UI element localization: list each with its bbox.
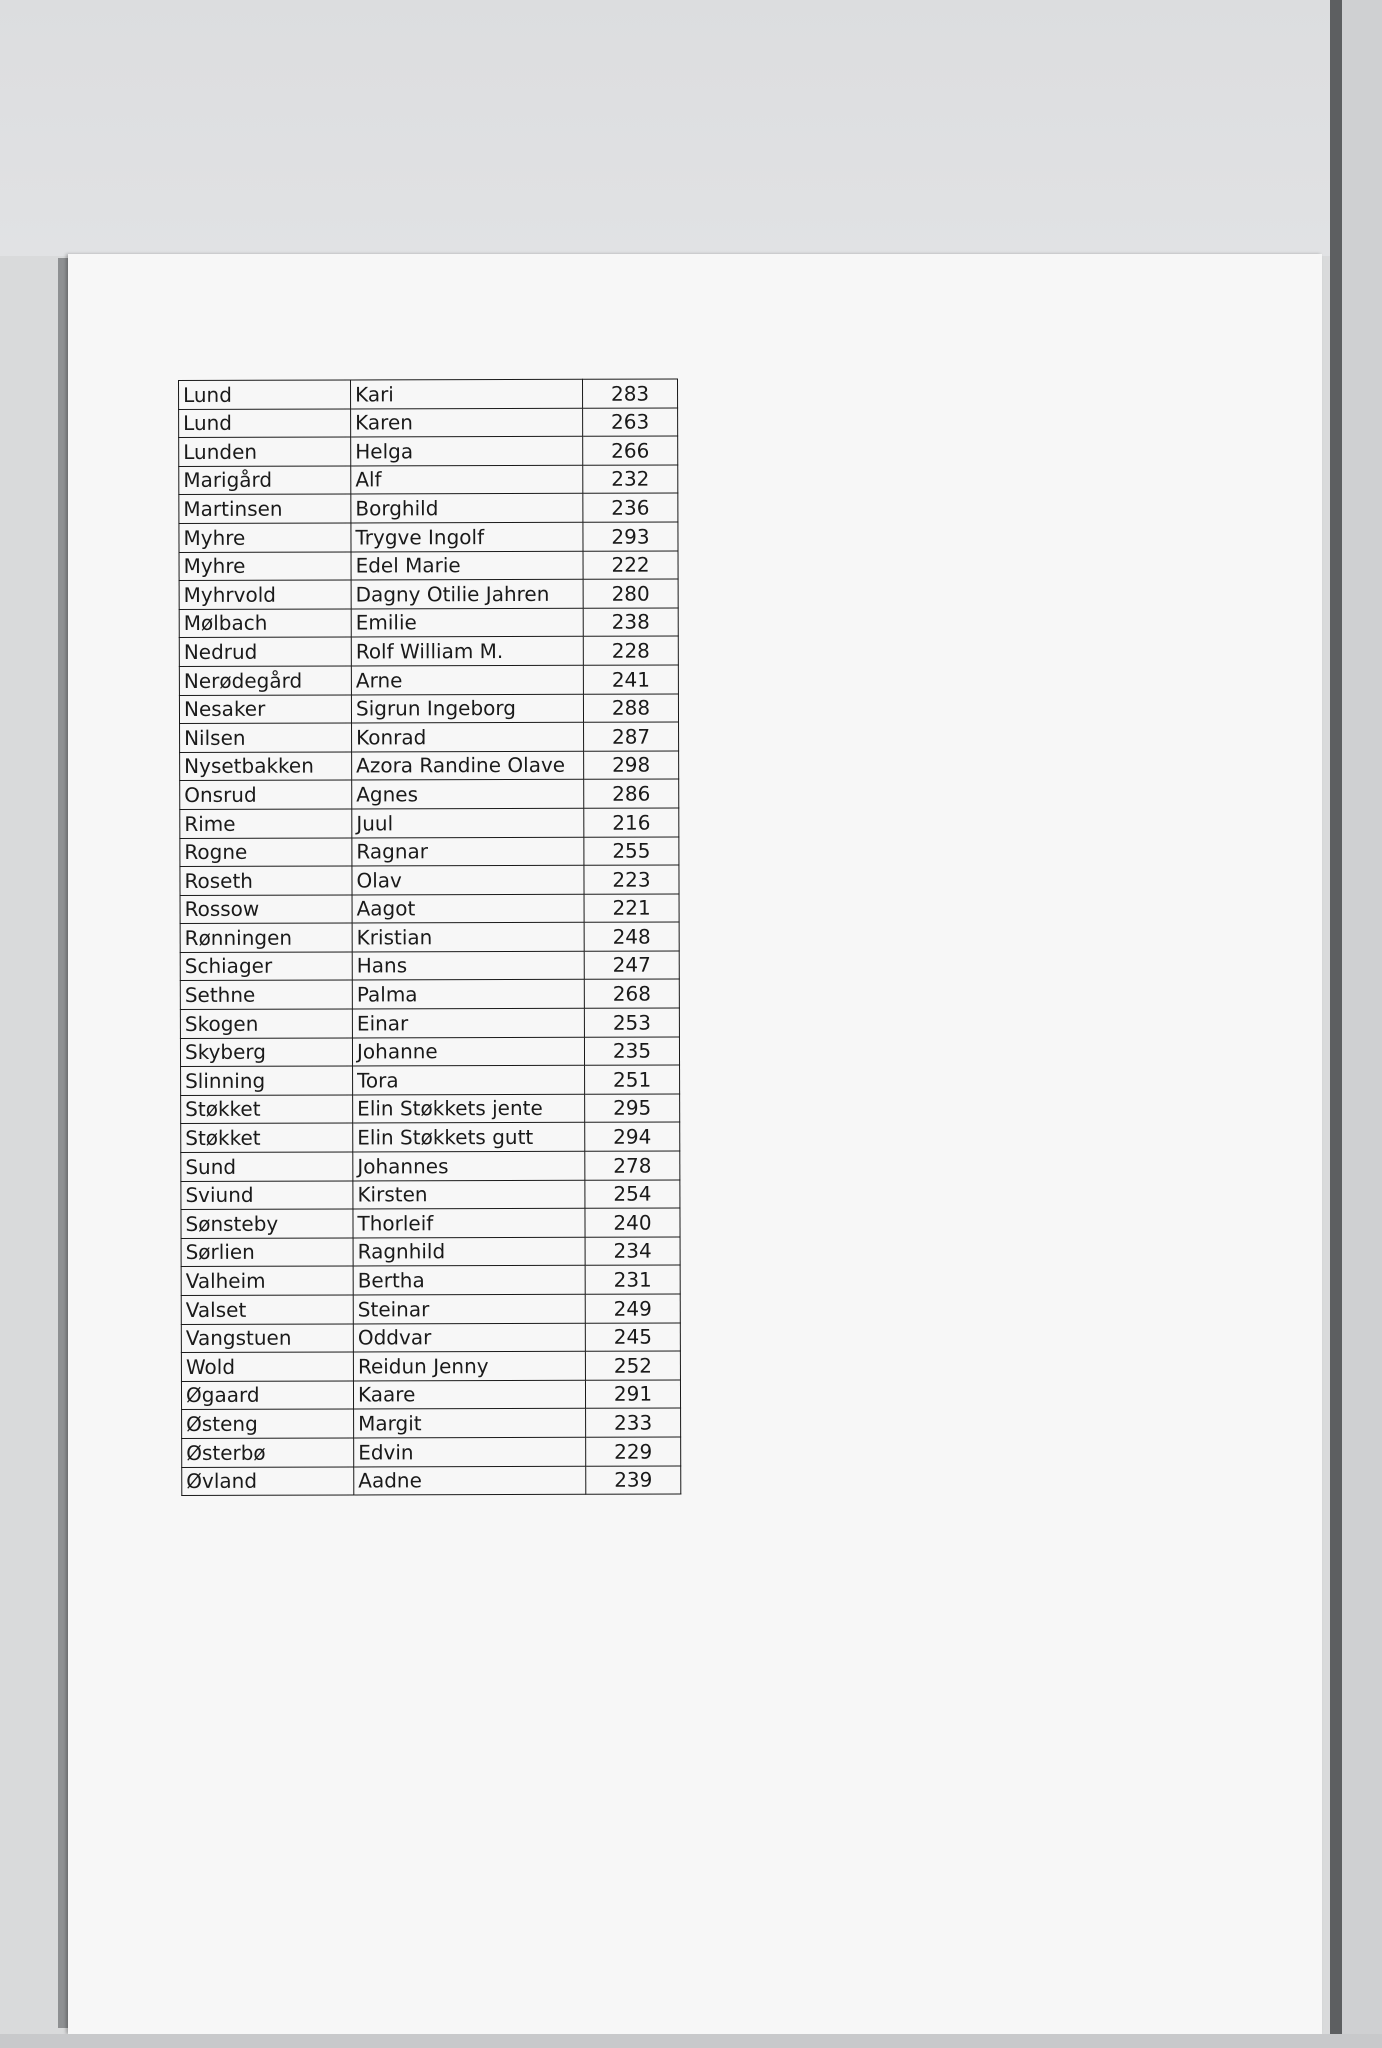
given-name-cell: Johannes — [353, 1151, 585, 1180]
given-name-cell: Aagot — [352, 894, 584, 923]
surname-cell: Skyberg — [180, 1038, 352, 1067]
table-row — [179, 522, 678, 552]
number-cell: 291 — [585, 1380, 680, 1409]
number-cell: 280 — [583, 579, 678, 608]
surname-cell: Lund — [179, 409, 351, 438]
document-page — [68, 254, 1322, 2034]
surname-cell: Wold — [181, 1352, 353, 1381]
given-name-cell: Elin Støkkets jente — [353, 1094, 585, 1123]
table-row — [179, 379, 678, 409]
surname-cell: Valheim — [181, 1266, 353, 1295]
table-row — [180, 1008, 679, 1038]
surname-cell: Onsrud — [180, 780, 352, 809]
surname-cell: Nerødegård — [179, 666, 351, 695]
number-cell: 252 — [585, 1351, 680, 1380]
number-cell: 231 — [585, 1265, 680, 1294]
given-name-cell: Aadne — [354, 1466, 586, 1495]
table-row — [179, 465, 678, 495]
given-name-cell: Konrad — [352, 722, 584, 751]
surname-cell: Valset — [181, 1295, 353, 1324]
surname-cell: Øvland — [182, 1467, 354, 1496]
surname-cell: Nysetbakken — [180, 752, 352, 781]
table-row — [180, 894, 679, 924]
table-row — [181, 1180, 680, 1210]
table-row — [180, 722, 679, 752]
number-cell: 229 — [586, 1437, 681, 1466]
surname-cell: Lunden — [179, 437, 351, 466]
surname-cell: Rønningen — [180, 923, 352, 952]
surname-cell: Rogne — [180, 837, 352, 866]
given-name-cell: Kristian — [352, 923, 584, 952]
given-name-cell: Ragnhild — [353, 1237, 585, 1266]
table-row — [181, 1094, 680, 1124]
table-row — [180, 751, 679, 781]
number-cell: 223 — [584, 865, 679, 894]
surname-cell: Martinsen — [179, 494, 351, 523]
number-cell: 241 — [583, 665, 678, 694]
surname-cell: Skogen — [180, 1009, 352, 1038]
number-cell: 255 — [584, 837, 679, 866]
number-cell: 248 — [584, 922, 679, 951]
given-name-cell: Hans — [352, 951, 584, 980]
number-cell: 254 — [585, 1180, 680, 1209]
number-cell: 294 — [585, 1122, 680, 1151]
scanner-edge-dark — [1330, 0, 1342, 2048]
number-cell: 253 — [584, 1008, 679, 1037]
table-row — [181, 1237, 680, 1267]
scanner-background — [0, 0, 1330, 256]
surname-cell: Myhrvold — [179, 580, 351, 609]
name-register-table — [178, 379, 681, 1497]
table-row — [180, 1037, 679, 1067]
surname-cell: Slinning — [181, 1066, 353, 1095]
number-cell: 245 — [585, 1323, 680, 1352]
given-name-cell: Reidun Jenny — [353, 1351, 585, 1380]
number-cell: 293 — [583, 522, 678, 551]
given-name-cell: Edel Marie — [351, 551, 583, 580]
scanner-edge-light — [1342, 0, 1382, 2048]
table-row — [182, 1408, 681, 1438]
number-cell: 288 — [583, 694, 678, 723]
table-row — [179, 636, 678, 666]
table-row — [181, 1122, 680, 1152]
given-name-cell: Agnes — [352, 780, 584, 809]
surname-cell: Støkket — [181, 1095, 353, 1124]
table-row — [181, 1265, 680, 1295]
table-row — [181, 1380, 680, 1410]
table-row — [182, 1466, 681, 1496]
given-name-cell: Edvin — [354, 1437, 586, 1466]
number-cell: 228 — [583, 636, 678, 665]
table-row — [179, 579, 678, 609]
number-cell: 283 — [582, 379, 677, 408]
table-row — [179, 551, 678, 581]
table-row — [180, 865, 679, 895]
given-name-cell: Olav — [352, 865, 584, 894]
number-cell: 298 — [584, 751, 679, 780]
table-row — [179, 408, 678, 438]
table-row — [181, 1065, 680, 1095]
given-name-cell: Kari — [351, 379, 583, 408]
given-name-cell: Emilie — [351, 608, 583, 637]
number-cell: 251 — [585, 1065, 680, 1094]
given-name-cell: Alf — [351, 465, 583, 494]
given-name-cell: Margit — [354, 1409, 586, 1438]
number-cell: 249 — [585, 1294, 680, 1323]
given-name-cell: Karen — [351, 408, 583, 437]
number-cell: 240 — [585, 1208, 680, 1237]
surname-cell: Nesaker — [179, 695, 351, 724]
given-name-cell: Dagny Otilie Jahren — [351, 579, 583, 608]
number-cell: 232 — [583, 465, 678, 494]
number-cell: 233 — [586, 1408, 681, 1437]
surname-cell: Mølbach — [179, 609, 351, 638]
given-name-cell: Oddvar — [353, 1323, 585, 1352]
table-row — [180, 922, 679, 952]
table-row — [179, 436, 678, 466]
surname-cell: Rime — [180, 809, 352, 838]
surname-cell: Nedrud — [179, 637, 351, 666]
table-row — [181, 1323, 680, 1353]
number-cell: 235 — [584, 1037, 679, 1066]
surname-cell: Sund — [181, 1152, 353, 1181]
number-cell: 278 — [585, 1151, 680, 1180]
number-cell: 222 — [583, 551, 678, 580]
table-row — [182, 1437, 681, 1467]
number-cell: 287 — [584, 722, 679, 751]
given-name-cell: Sigrun Ingeborg — [351, 694, 583, 723]
given-name-cell: Arne — [351, 665, 583, 694]
given-name-cell: Borghild — [351, 494, 583, 523]
table-row — [181, 1294, 680, 1324]
surname-cell: Roseth — [180, 866, 352, 895]
surname-cell: Vangstuen — [181, 1324, 353, 1353]
table-row — [180, 779, 679, 809]
given-name-cell: Juul — [352, 808, 584, 837]
given-name-cell: Einar — [352, 1008, 584, 1037]
number-cell: 234 — [585, 1237, 680, 1266]
surname-cell: Myhre — [179, 552, 351, 581]
surname-cell: Sviund — [181, 1181, 353, 1210]
given-name-cell: Helga — [351, 436, 583, 465]
table-row — [179, 608, 678, 638]
surname-cell: Rossow — [180, 895, 352, 924]
number-cell: 295 — [585, 1094, 680, 1123]
number-cell: 268 — [584, 979, 679, 1008]
surname-cell: Schiager — [180, 952, 352, 981]
given-name-cell: Bertha — [353, 1266, 585, 1295]
surname-cell: Myhre — [179, 523, 351, 552]
number-cell: 266 — [583, 436, 678, 465]
given-name-cell: Steinar — [353, 1294, 585, 1323]
given-name-cell: Johanne — [352, 1037, 584, 1066]
page-shadow-edge — [58, 258, 68, 2028]
surname-cell: Sethne — [180, 980, 352, 1009]
surname-cell: Sønsteby — [181, 1209, 353, 1238]
table-row — [181, 1151, 680, 1181]
number-cell: 216 — [584, 808, 679, 837]
number-cell: 239 — [586, 1466, 681, 1495]
surname-cell: Østerbø — [182, 1438, 354, 1467]
name-register-body — [179, 379, 681, 1496]
surname-cell: Sørlien — [181, 1238, 353, 1267]
surname-cell: Støkket — [181, 1123, 353, 1152]
table-row — [180, 951, 679, 981]
given-name-cell: Azora Randine Olave — [352, 751, 584, 780]
number-cell: 221 — [584, 894, 679, 923]
given-name-cell: Ragnar — [352, 837, 584, 866]
given-name-cell: Trygve Ingolf — [351, 522, 583, 551]
table-row — [180, 837, 679, 867]
table-row — [179, 694, 678, 724]
number-cell: 238 — [583, 608, 678, 637]
table-row — [181, 1208, 680, 1238]
surname-cell: Nilsen — [180, 723, 352, 752]
given-name-cell: Thorleif — [353, 1209, 585, 1238]
number-cell: 263 — [583, 408, 678, 437]
number-cell: 236 — [583, 493, 678, 522]
surname-cell: Marigård — [179, 466, 351, 495]
table-row — [180, 979, 679, 1009]
given-name-cell: Palma — [352, 980, 584, 1009]
surname-cell: Lund — [179, 380, 351, 409]
table-row — [179, 493, 678, 523]
table-row — [179, 665, 678, 695]
table-row — [180, 808, 679, 838]
scanner-bottom-edge — [0, 2034, 1382, 2048]
number-cell: 247 — [584, 951, 679, 980]
number-cell: 286 — [584, 779, 679, 808]
surname-cell: Øgaard — [181, 1381, 353, 1410]
given-name-cell: Tora — [353, 1066, 585, 1095]
surname-cell: Østeng — [182, 1409, 354, 1438]
given-name-cell: Elin Støkkets gutt — [353, 1123, 585, 1152]
given-name-cell: Kirsten — [353, 1180, 585, 1209]
table-row — [181, 1351, 680, 1381]
given-name-cell: Rolf William M. — [351, 637, 583, 666]
given-name-cell: Kaare — [353, 1380, 585, 1409]
